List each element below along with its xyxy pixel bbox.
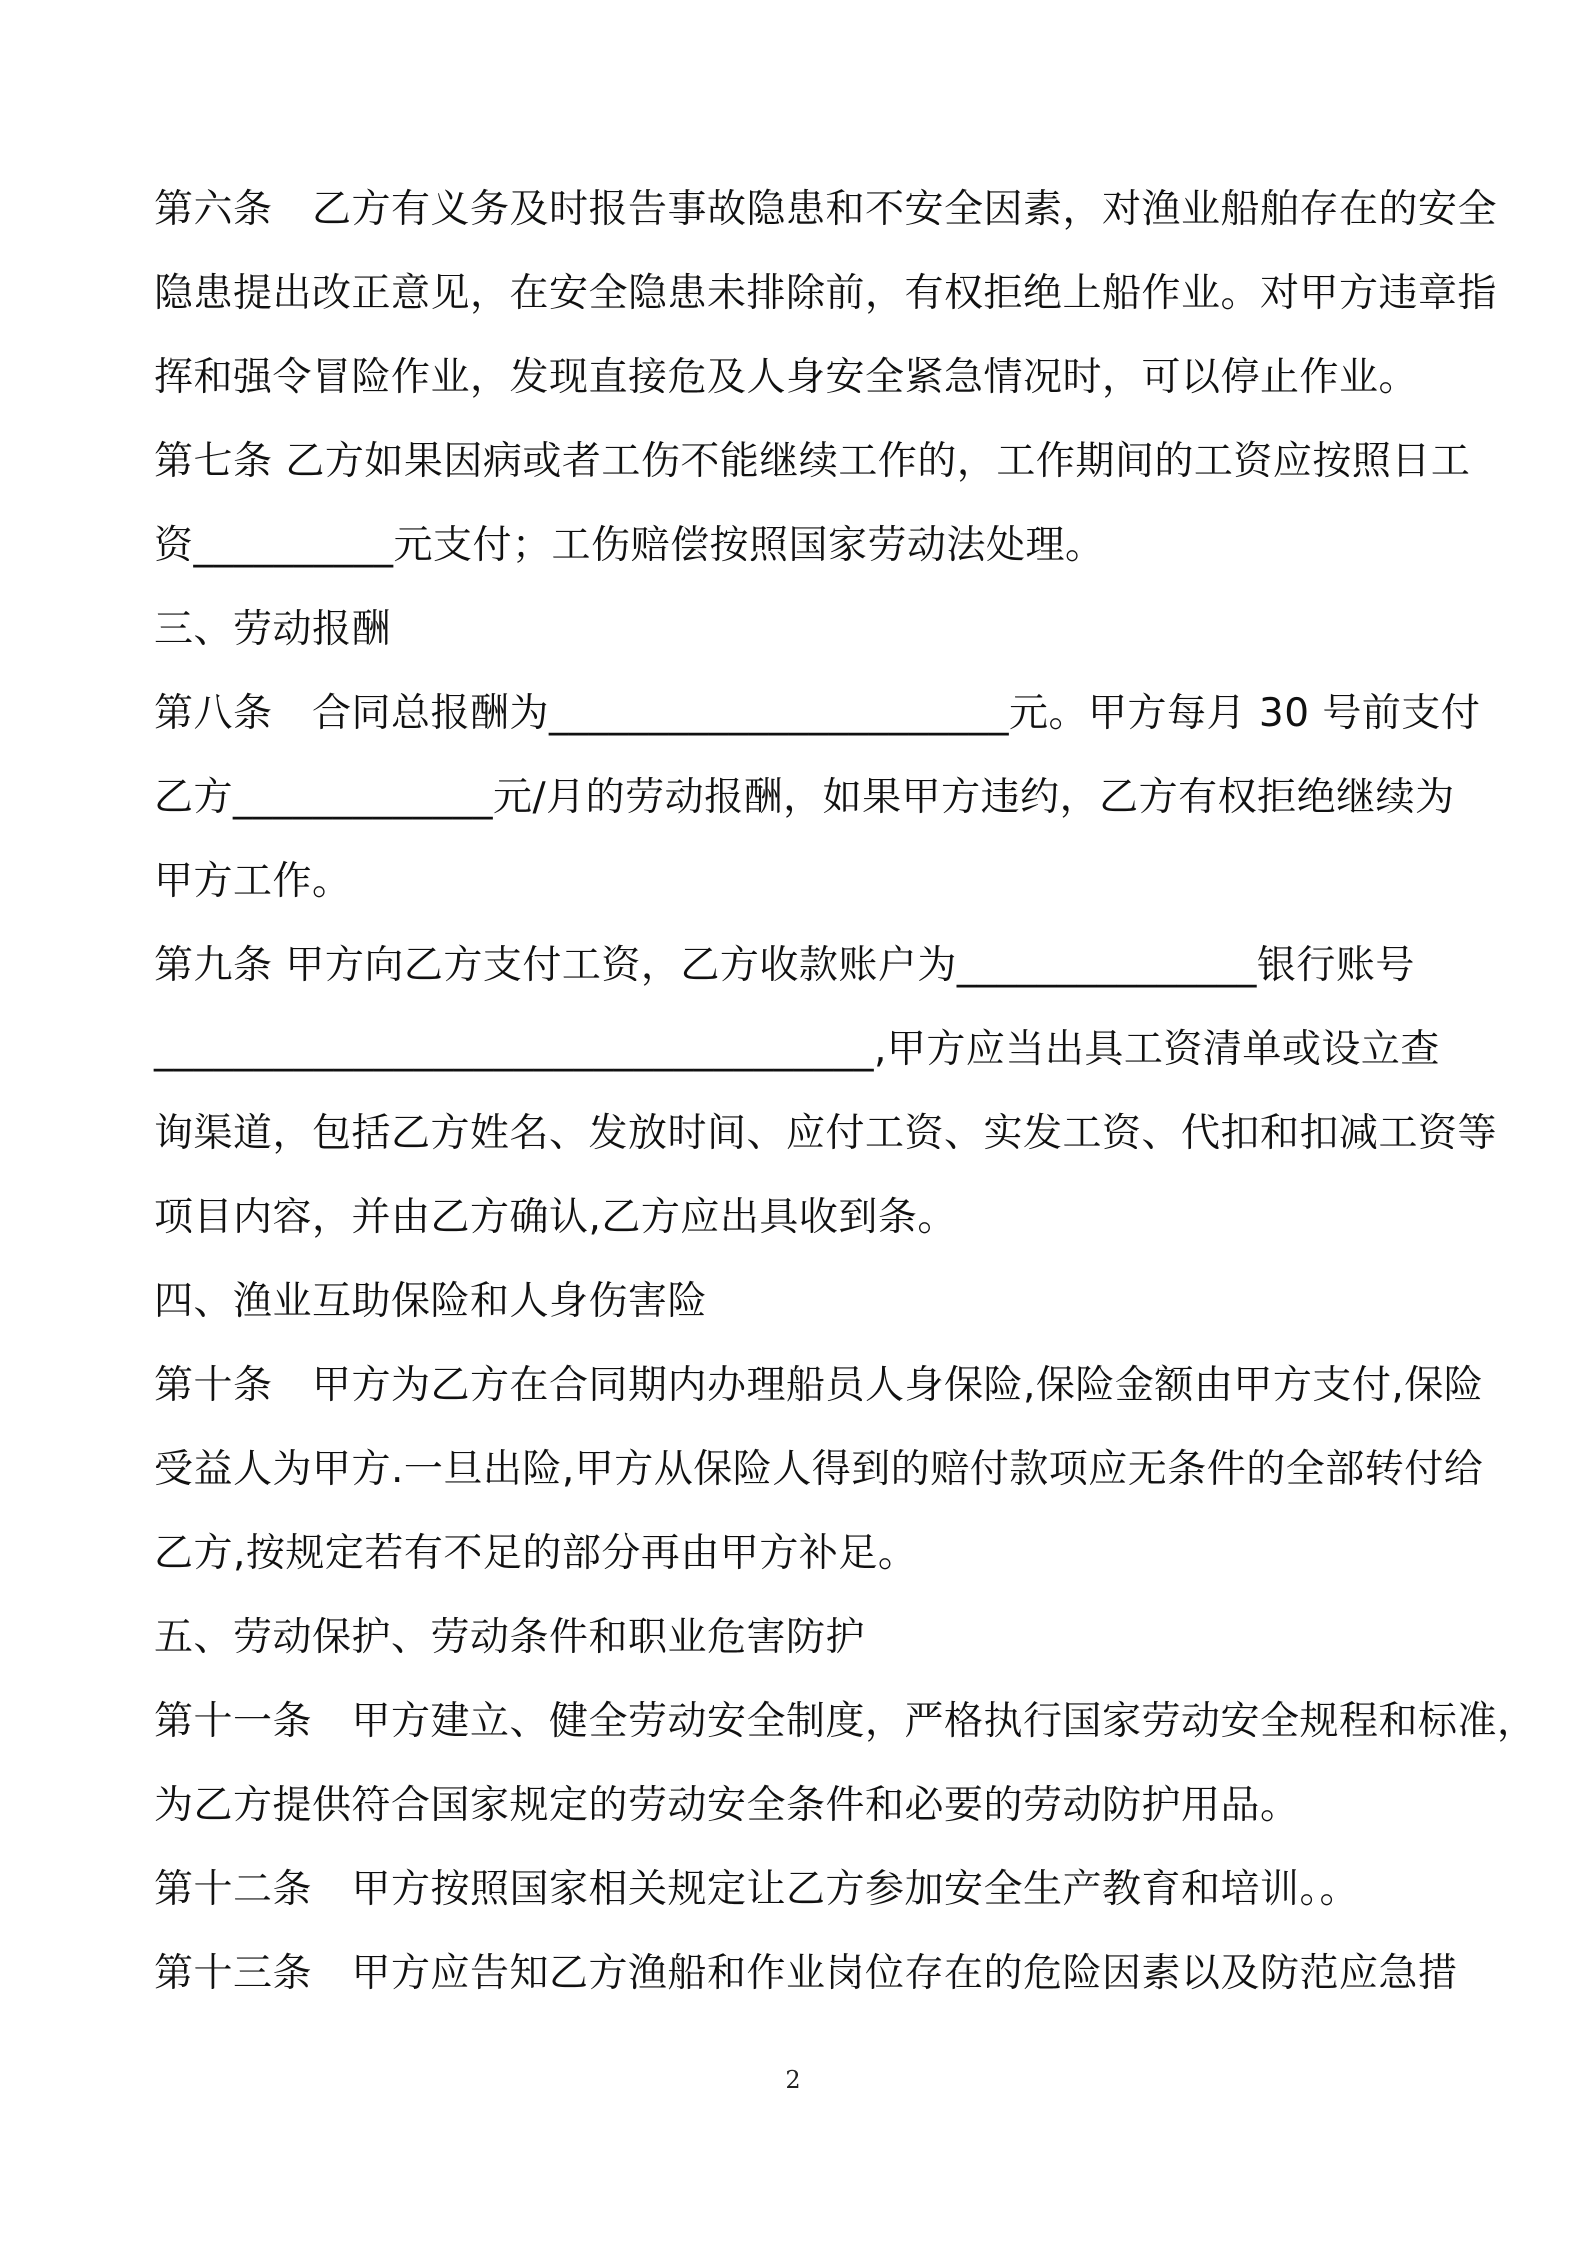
text-line: 第六条 乙方有义务及时报告事故隐患和不安全因素，对渔业船舶存在的安全 (154, 187, 1498, 232)
section-heading: 四、渔业互助保险和人身伤害险 (154, 1279, 708, 1324)
page-number: 2 (785, 2066, 801, 2094)
document-body (154, 168, 1537, 2016)
text-line: ____________________________________,甲方应当出具工资清单或设立查 (154, 1027, 1440, 1072)
text-line: 第十三条 甲方应告知乙方渔船和作业岗位存在的危险因素以及防范应急措 (154, 1951, 1458, 1996)
text-line: 乙方,按规定若有不足的部分再由甲方补足。 (154, 1531, 918, 1576)
text-line: 为乙方提供符合国家规定的劳动安全条件和必要的劳动防护用品。 (154, 1783, 1300, 1828)
text-line: 第八条 合同总报酬为_______________________元。甲方每月 30 号前支付 (154, 691, 1481, 736)
text-line: 项目内容，并由乙方确认,乙方应出具收到条。 (154, 1195, 957, 1240)
text-line: 受益人为甲方.一旦出险,甲方从保险人得到的赔付款项应无条件的全部转付给 (154, 1447, 1484, 1492)
section-heading: 五、劳动保护、劳动条件和职业危害防护 (154, 1615, 866, 1660)
text-line: 第十一条 甲方建立、健全劳动安全制度，严格执行国家劳动安全规程和标准， (154, 1699, 1537, 1744)
text-line: 甲方工作。 (154, 859, 352, 904)
section-heading: 三、劳动报酬 (154, 607, 392, 652)
text-line: 乙方_____________元/月的劳动报酬，如果甲方违约，乙方有权拒绝继续为 (154, 775, 1455, 820)
text-line: 隐患提出改正意见，在安全隐患未排除前，有权拒绝上船作业。对甲方违章指 (154, 271, 1498, 316)
text-line: 资__________元支付；工伤赔偿按照国家劳动法处理。 (154, 523, 1105, 568)
text-line: 挥和强令冒险作业，发现直接危及人身安全紧急情况时，可以停止作业。 (154, 355, 1419, 400)
text-line: 第七条 乙方如果因病或者工伤不能继续工作的，工作期间的工资应按照日工 (154, 439, 1471, 484)
text-line: 第十条 甲方为乙方在合同期内办理船员人身保险,保险金额由甲方支付,保险 (154, 1363, 1484, 1408)
text-line: 第九条 甲方向乙方支付工资，乙方收款账户为_______________银行账号 (154, 943, 1415, 988)
text-line: 第十二条 甲方按照国家相关规定让乙方参加安全生产教育和培训。。 (154, 1867, 1360, 1912)
text-line: 询渠道，包括乙方姓名、发放时间、应付工资、实发工资、代扣和扣减工资等 (154, 1111, 1498, 1156)
